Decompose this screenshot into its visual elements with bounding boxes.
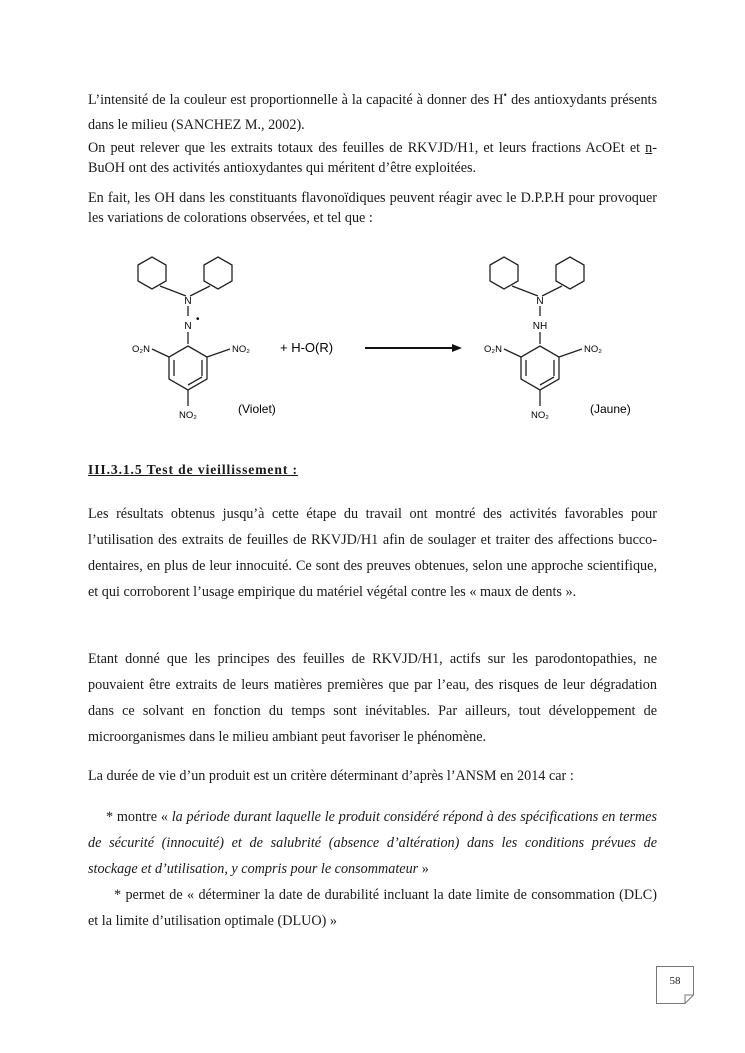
jaune-label: (Jaune) xyxy=(590,402,631,416)
page-number: 58 xyxy=(669,975,681,987)
nh-label: NH xyxy=(532,321,548,332)
nitro-bottom-label: NO₂ xyxy=(531,410,549,421)
arrow-icon xyxy=(452,344,462,352)
radical-dot-label: • xyxy=(196,314,200,325)
nitro-bottom-label: NO₂ xyxy=(179,410,197,421)
nitro-left-label: O₂N xyxy=(484,344,502,355)
nitro-right-label: NO₂ xyxy=(232,344,250,355)
paragraph-ansm: La durée de vie d’un produit est un critère déterminant d’après l’ANSM en 2014 car : xyxy=(88,768,574,784)
n-prefix: n xyxy=(645,140,653,156)
section-heading: III.3.1.5 Test de vieillissement : xyxy=(88,462,298,477)
paragraph-results: Les résultats obtenus jusqu’à cette étape du travail ont montré des activités favorables pour l’utilisation des extraits de feuilles de RKVJD/H1 afin de soulager et traiter des affections bucco-dentaires, en plus de leur innocuité. Ce sont des preuves obtenues, selon une approche scientifique, et qui corroborent l’usage empirique du matériel végétal contre les « maux de dents ». xyxy=(88,506,657,600)
paragraph-extracts: On peut relever que les extraits totaux des feuilles de RKVJD/H1, et leurs fractions AcOEt et n-BuOH ont des activités antioxydantes qui méritent d’être exploitées. xyxy=(88,140,657,176)
radical-dot: • xyxy=(503,90,508,102)
radical-nitrogen-label: N xyxy=(184,321,192,332)
amine-nitrogen-label: N xyxy=(536,296,544,307)
nitro-left-label: O₂N xyxy=(132,344,150,355)
violet-label: (Violet) xyxy=(238,402,276,416)
bullet-permet: * permet de « déterminer la date de durabilité incluant la date limite de consommation (DLC) et la limite d’utilisation optimale (DLUO) » xyxy=(88,887,657,929)
paragraph-intensity: L’intensité de la couleur est proportionnelle à la capacité à donner des H• des antioxydants présents dans le milieu (SANCHEZ M., 2002). xyxy=(88,90,658,133)
dpph-reaction-diagram xyxy=(110,240,650,440)
paragraph-degradation: Etant donné que les principes des feuilles de RKVJD/H1, actifs sur les parodontopathies, ne pouvaient être extraits de leurs matières premières que par l’eau, des risques de leur dégradation dans ce solvant en fonction du temps sont inévitables. Par ailleurs, tout développement de microorganismes dans le milieu ambiant peut favoriser le phénomène. xyxy=(88,651,657,745)
paragraph-flavonoids: En fait, les OH dans les constituants flavonoïdiques peuvent réagir avec le D.P.P.H pour provoquer les variations de colorations observées, et tel que : xyxy=(88,190,657,226)
amine-nitrogen-label: N xyxy=(184,296,192,307)
bullet-montre: * montre « la période durant laquelle le produit considéré répond à des spécifications en termes de sécurité (innocuité) et de salubrité (absence d’altération) dans les conditions prévues de stockage et d’utilisation, y compris pour le consommateur » xyxy=(88,809,657,877)
nitro-right-label: NO₂ xyxy=(584,344,602,355)
reagent-label: + H-O(R) xyxy=(280,340,334,355)
